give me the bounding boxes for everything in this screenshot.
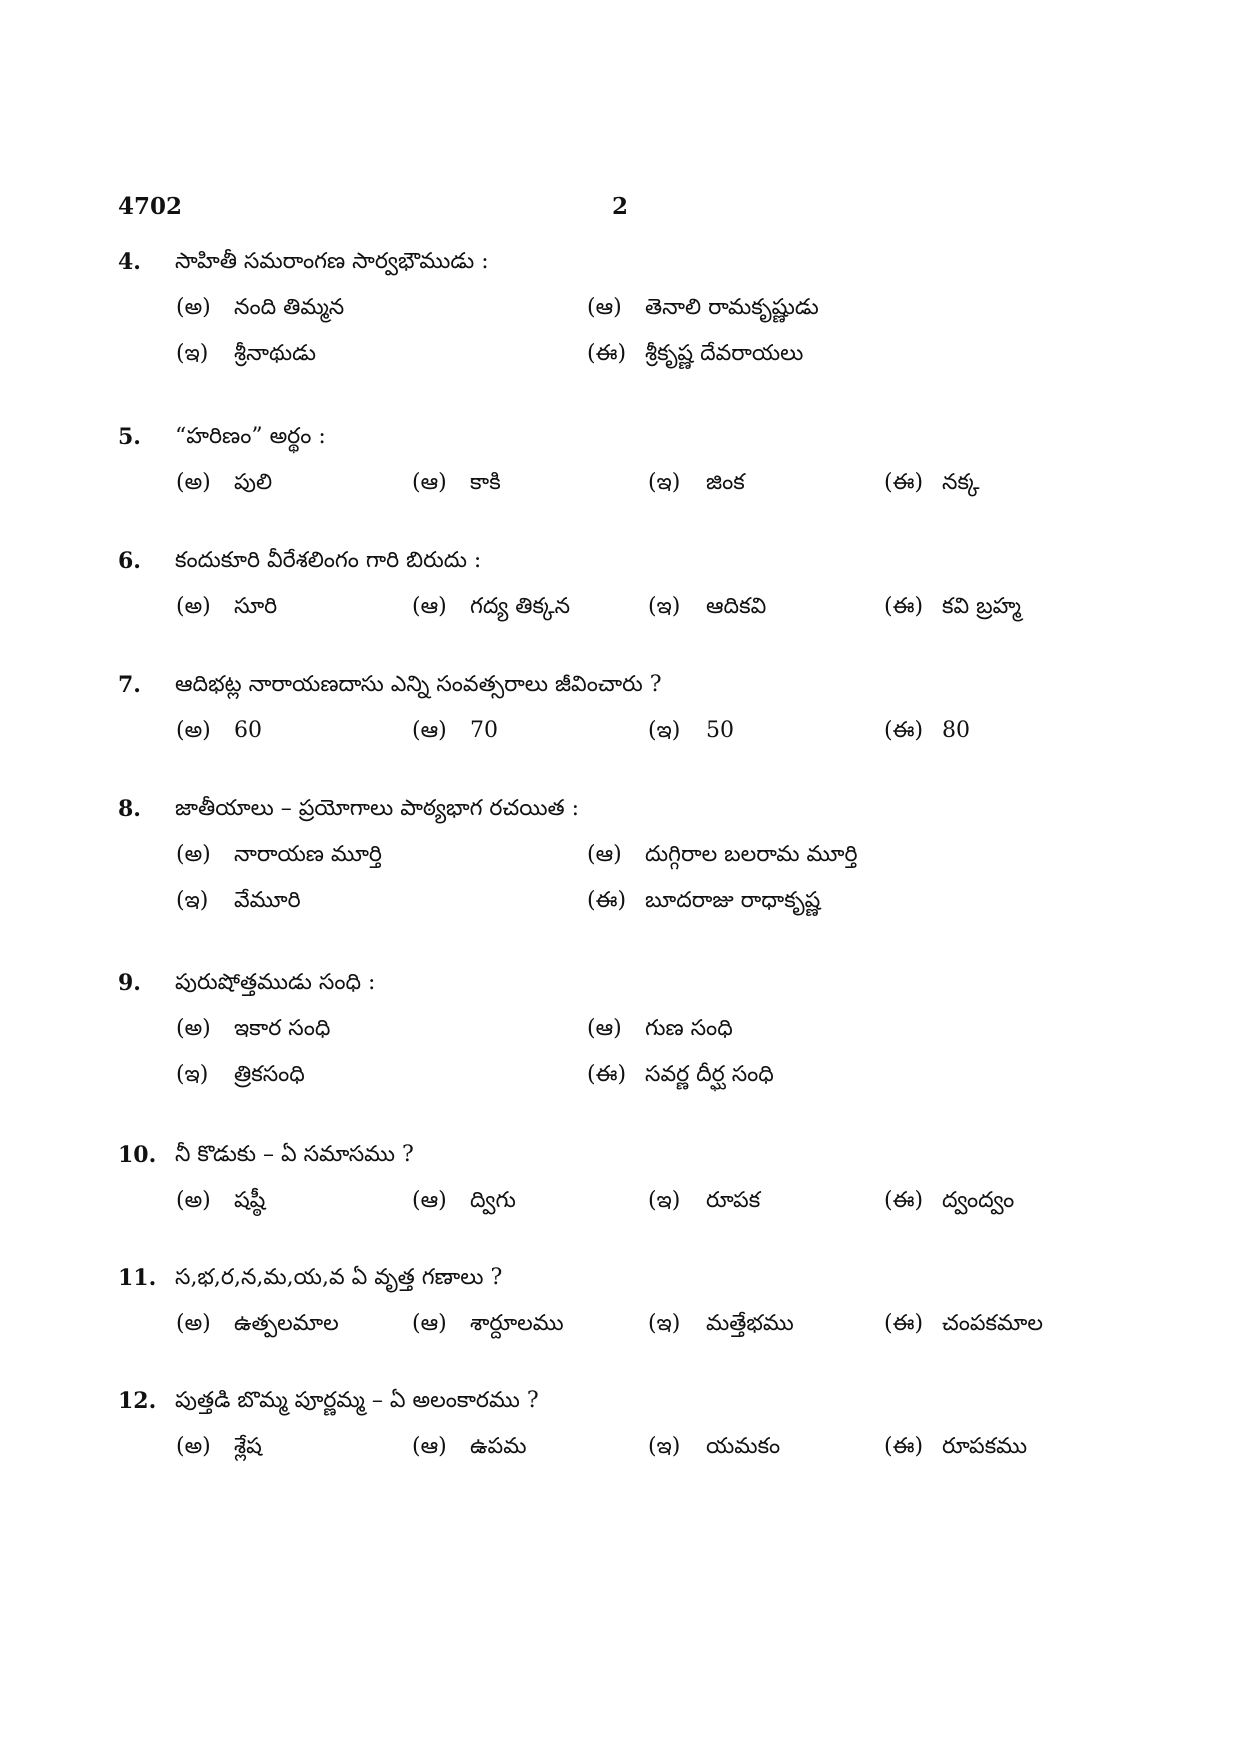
option-text: కవి బ్రహ్మ	[942, 594, 1021, 619]
option-label: (ఈ)	[884, 470, 924, 495]
option-text: ద్వంద్వం	[942, 1188, 1015, 1213]
option-label: (అ)	[176, 1434, 211, 1459]
option-text: ద్విగు	[470, 1188, 516, 1213]
option-label: (ఈ)	[884, 718, 924, 743]
option-label: (ఇ)	[648, 1188, 681, 1213]
option-label: (ఆ)	[412, 470, 447, 495]
question-text: కందుకూరి వీరేశలింగం గారి బిరుదు :	[175, 548, 482, 573]
option-label: (అ)	[176, 1311, 211, 1336]
answer-option	[176, 1307, 339, 1341]
option-label: (ఈ)	[587, 888, 627, 913]
answer-option	[587, 1058, 774, 1092]
option-text: ఆదికవి	[706, 594, 767, 619]
answer-option	[412, 714, 498, 748]
answer-option	[884, 714, 970, 748]
option-label: (ఈ)	[884, 1311, 924, 1336]
answer-option	[884, 1184, 1014, 1218]
option-label: (ఆ)	[412, 1188, 447, 1213]
option-text: పులి	[234, 470, 273, 495]
option-text: శ్లేష	[234, 1434, 262, 1459]
question-text: జాతీయాలు – ప్రయోగాలు పాఠ్యభాగ రచయిత :	[175, 796, 580, 821]
option-text: 50	[706, 718, 734, 743]
answer-option	[176, 291, 344, 325]
answer-option	[884, 466, 980, 500]
question-text: పుత్తడి బొమ్మ పూర్ణమ్మ – ఏ అలంకారము ?	[175, 1388, 539, 1413]
option-label: (అ)	[176, 1016, 211, 1041]
option-text: రూపక	[706, 1188, 761, 1213]
option-label: (అ)	[176, 470, 211, 495]
option-label: (ఆ)	[412, 594, 447, 619]
question-number: 7.	[118, 672, 141, 698]
option-text: గుణ సంధి	[645, 1016, 733, 1041]
question-text: స,భ,ర,న,మ,య,వ ఏ వృత్త గణాలు ?	[175, 1265, 503, 1290]
question-text: ఆదిభట్ల నారాయణదాసు ఎన్ని సంవత్సరాలు జీవించారు ?	[175, 672, 662, 697]
answer-option	[176, 884, 301, 918]
option-text: చంపకమాల	[942, 1311, 1043, 1336]
option-text: మత్తేభము	[706, 1311, 794, 1336]
answer-option	[587, 1012, 733, 1046]
answer-option	[587, 884, 820, 918]
page-number: 2	[612, 193, 629, 220]
option-text: తెనాలి రామకృష్ణుడు	[645, 295, 819, 320]
option-text: దుగ్గిరాల బలరామ మూర్తి	[645, 842, 858, 867]
option-text: సవర్ణ దీర్ఘ సంధి	[645, 1062, 774, 1087]
answer-option	[412, 1430, 526, 1464]
answer-option	[648, 1307, 794, 1341]
answer-option	[176, 1012, 330, 1046]
question-number: 9.	[118, 970, 141, 996]
option-text: షష్ఠీ	[234, 1188, 266, 1213]
option-label: (ఇ)	[648, 718, 681, 743]
option-label: (ఆ)	[412, 718, 447, 743]
answer-option	[648, 590, 766, 624]
answer-option	[648, 1430, 780, 1464]
question-text: పురుషోత్తముడు సంధి :	[175, 970, 376, 995]
option-label: (ఆ)	[412, 1311, 447, 1336]
answer-option	[176, 1058, 305, 1092]
answer-option	[587, 337, 803, 371]
option-text: ఉత్పలమాల	[234, 1311, 339, 1336]
answer-option	[176, 714, 262, 748]
question-number: 12.	[118, 1388, 157, 1414]
option-text: శ్రీనాథుడు	[234, 341, 316, 366]
option-label: (ఇ)	[176, 1062, 209, 1087]
answer-option	[648, 466, 745, 500]
option-label: (ఇ)	[648, 470, 681, 495]
option-text: బూదరాజు రాధాకృష్ణ	[645, 888, 821, 913]
option-text: 80	[942, 718, 970, 743]
option-label: (ఇ)	[648, 1311, 681, 1336]
option-label: (ఆ)	[587, 1016, 622, 1041]
question-4	[118, 245, 1118, 395]
answer-option	[648, 714, 734, 748]
answer-option	[884, 1430, 1027, 1464]
option-label: (అ)	[176, 1188, 211, 1213]
option-label: (ఈ)	[884, 1434, 924, 1459]
answer-option	[176, 466, 272, 500]
option-text: సూరి	[234, 594, 278, 619]
option-label: (అ)	[176, 295, 211, 320]
question-number: 8.	[118, 796, 141, 822]
option-label: (అ)	[176, 718, 211, 743]
question-9	[118, 966, 1118, 1116]
answer-option	[412, 1307, 564, 1341]
option-label: (ఈ)	[884, 1188, 924, 1213]
option-label: (ఇ)	[176, 888, 209, 913]
answer-option	[412, 466, 501, 500]
answer-option	[176, 838, 382, 872]
question-text: “హరిణం” అర్థం :	[175, 424, 326, 449]
option-label: (ఈ)	[884, 594, 924, 619]
option-text: 60	[234, 718, 262, 743]
answer-option	[412, 1184, 516, 1218]
answer-option	[648, 1184, 760, 1218]
answer-option	[176, 590, 277, 624]
option-text: గద్య తిక్కన	[470, 594, 571, 619]
question-number: 11.	[118, 1265, 157, 1291]
option-label: (ఆ)	[587, 295, 622, 320]
option-label: (ఆ)	[412, 1434, 447, 1459]
option-text: ఇకార సంధి	[234, 1016, 331, 1041]
option-text: నారాయణ మూర్తి	[234, 842, 382, 867]
answer-option	[884, 1307, 1043, 1341]
answer-option	[176, 337, 316, 371]
answer-option	[176, 1184, 265, 1218]
option-text: శార్దూలము	[470, 1311, 564, 1336]
option-text: యమకం	[706, 1434, 781, 1459]
option-label: (అ)	[176, 594, 211, 619]
option-label: (ఇ)	[648, 1434, 681, 1459]
option-text: నక్క	[942, 470, 980, 495]
option-text: రూపకము	[942, 1434, 1028, 1459]
paper-code: 4702	[118, 193, 183, 220]
answer-option	[412, 590, 570, 624]
option-label: (ఈ)	[587, 1062, 627, 1087]
option-label: (అ)	[176, 842, 211, 867]
answer-option	[176, 1430, 262, 1464]
option-text: జింక	[706, 470, 745, 495]
answer-option	[587, 291, 819, 325]
question-number: 5.	[118, 424, 141, 450]
option-text: నంది తిమ్మన	[234, 295, 345, 320]
question-text: సాహితీ సమరాంగణ సార్వభౌముడు :	[175, 249, 489, 274]
question-8	[118, 792, 1118, 942]
option-label: (ఇ)	[648, 594, 681, 619]
option-text: వేమూరి	[234, 888, 301, 913]
option-label: (ఆ)	[587, 842, 622, 867]
question-text: నీ కొడుకు – ఏ సమాసము ?	[175, 1142, 414, 1167]
answer-option	[884, 590, 1021, 624]
option-label: (ఇ)	[176, 341, 209, 366]
option-text: కాకి	[470, 470, 501, 495]
answer-option	[587, 838, 858, 872]
option-text: 70	[470, 718, 498, 743]
question-number: 4.	[118, 249, 141, 275]
question-12	[118, 1384, 1118, 1534]
option-text: శ్రీకృష్ణ దేవరాయలు	[645, 341, 804, 366]
question-number: 10.	[118, 1142, 157, 1168]
option-text: ఉపమ	[470, 1434, 527, 1459]
question-number: 6.	[118, 548, 141, 574]
option-label: (ఈ)	[587, 341, 627, 366]
option-text: త్రికసంధి	[234, 1062, 305, 1087]
